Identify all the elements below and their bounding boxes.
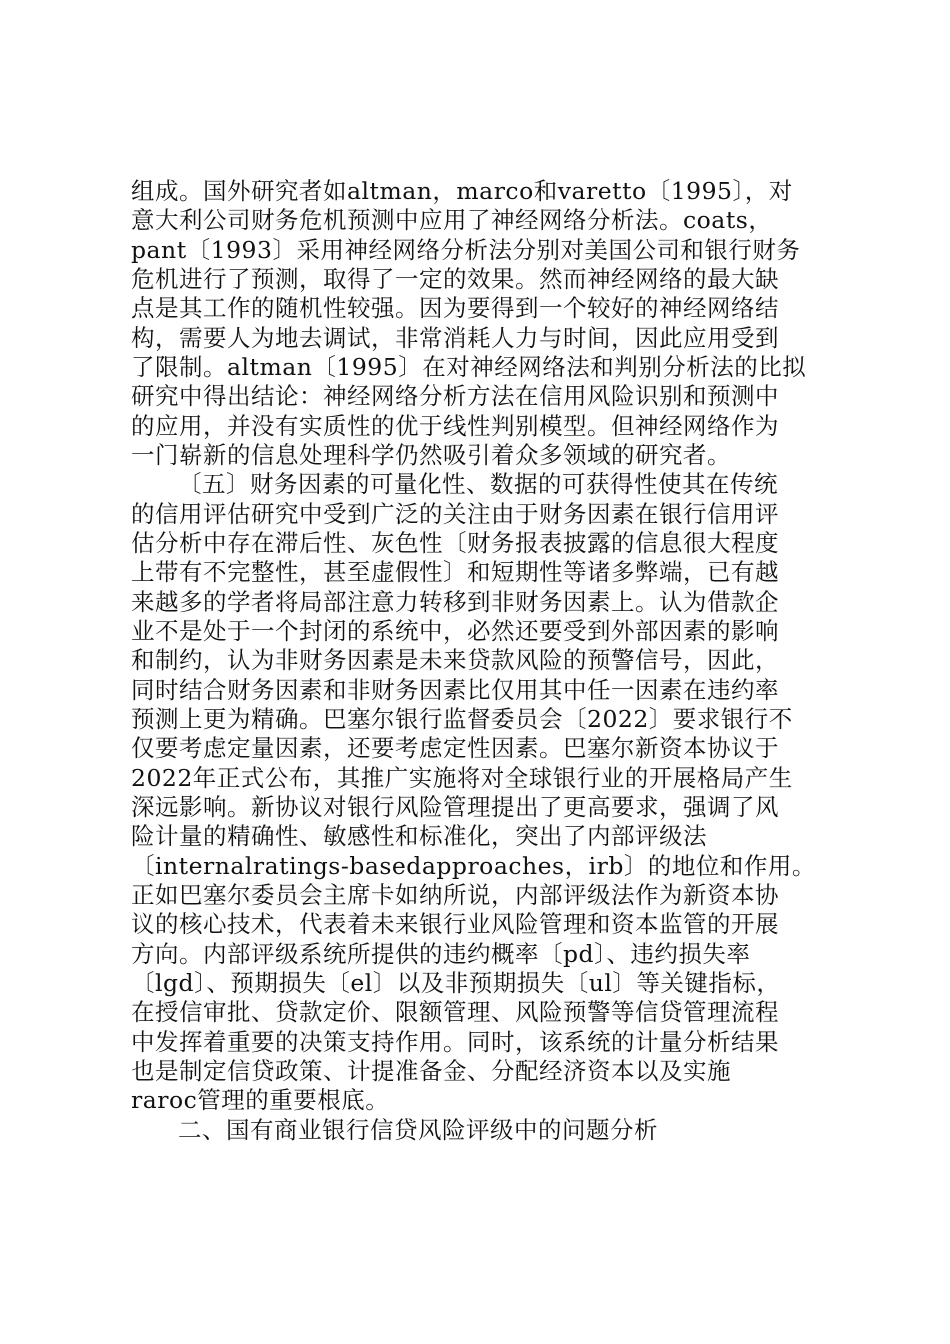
- text-line: 意大利公司财务危机预测中应用了神经网络分析法。coats，: [131, 206, 773, 234]
- text-line: 来越多的学者将局部注意力转移到非财务因素上。认为借款企: [131, 588, 779, 616]
- text-line: raroc管理的重要根底。: [131, 1086, 390, 1114]
- text-line: 2022年正式公布，其推广实施将对全球银行业的开展格局产生: [131, 764, 793, 792]
- text-line: 业不是处于一个封闭的系统中，必然还要受到外部因素的影响: [131, 617, 779, 645]
- section-heading: 二、国有商业银行信贷风险评级中的问题分析: [178, 1116, 658, 1144]
- text-line: 的应用，并没有实质性的优于线性判别模型。但神经网络作为: [131, 412, 779, 440]
- text-line: 在授信审批、贷款定价、限额管理、风险预警等信贷管理流程: [131, 998, 779, 1026]
- text-line: 仅要考虑定量因素，还要考虑定性因素。巴塞尔新资本协议于: [131, 734, 779, 762]
- text-line: 议的核心技术，代表着未来银行业风险管理和资本监管的开展: [131, 910, 779, 938]
- text-line: 同时结合财务因素和非财务因素比仅用其中任一因素在违约率: [131, 676, 779, 704]
- text-line: 和制约，认为非财务因素是未来贷款风险的预警信号，因此，: [131, 646, 779, 674]
- text-line: 组成。国外研究者如altman，marco和varetto〔1995〕，对: [131, 177, 793, 205]
- text-line: 〔internalratings-basedapproaches，irb〕的地位和作用。: [131, 852, 816, 880]
- text-line: 上带有不完整性，甚至虚假性〕和短期性等诸多弊端，已有越: [131, 558, 779, 586]
- text-line: 也是制定信贷政策、计提准备金、分配经济资本以及实施: [131, 1057, 731, 1085]
- text-line: pant〔1993〕采用神经网络分析法分别对美国公司和银行财务: [131, 236, 801, 264]
- paragraph-start-line: 〔五〕财务因素的可量化性、数据的可获得性使其在传统: [178, 470, 778, 498]
- text-line: 一门崭新的信息处理科学仍然吸引着众多领域的研究者。: [131, 441, 731, 469]
- text-line: 中发挥着重要的决策支持作用。同时，该系统的计量分析结果: [131, 1028, 779, 1056]
- text-line: 险计量的精确性、敏感性和标准化，突出了内部评级法: [131, 822, 707, 850]
- text-line: 〔lgd〕、预期损失〔el〕以及非预期损失〔ul〕等关键指标，: [131, 969, 781, 997]
- text-line: 了限制。altman〔1995〕在对神经网络法和判别分析法的比拟: [131, 353, 807, 381]
- text-line: 正如巴塞尔委员会主席卡如纳所说，内部评级法作为新资本协: [131, 881, 779, 909]
- text-line: 估分析中存在滞后性、灰色性〔财务报表披露的信息很大程度: [131, 529, 779, 557]
- text-line: 研究中得出结论：神经网络分析方法在信用风险识别和预测中: [131, 382, 779, 410]
- text-line: 危机进行了预测，取得了一定的效果。然而神经网络的最大缺: [131, 265, 779, 293]
- text-line: 深远影响。新协议对银行风险管理提出了更高要求，强调了风: [131, 793, 779, 821]
- text-line: 方向。内部评级系统所提供的违约概率〔pd〕、违约损失率: [131, 940, 751, 968]
- text-line: 构，需要人为地去调试，非常消耗人力与时间，因此应用受到: [131, 324, 779, 352]
- text-line: 点是其工作的随机性较强。因为要得到一个较好的神经网络结: [131, 294, 779, 322]
- text-line: 预测上更为精确。巴塞尔银行监督委员会〔2022〕要求银行不: [131, 705, 793, 733]
- text-line: 的信用评估研究中受到广泛的关注由于财务因素在银行信用评: [131, 500, 779, 528]
